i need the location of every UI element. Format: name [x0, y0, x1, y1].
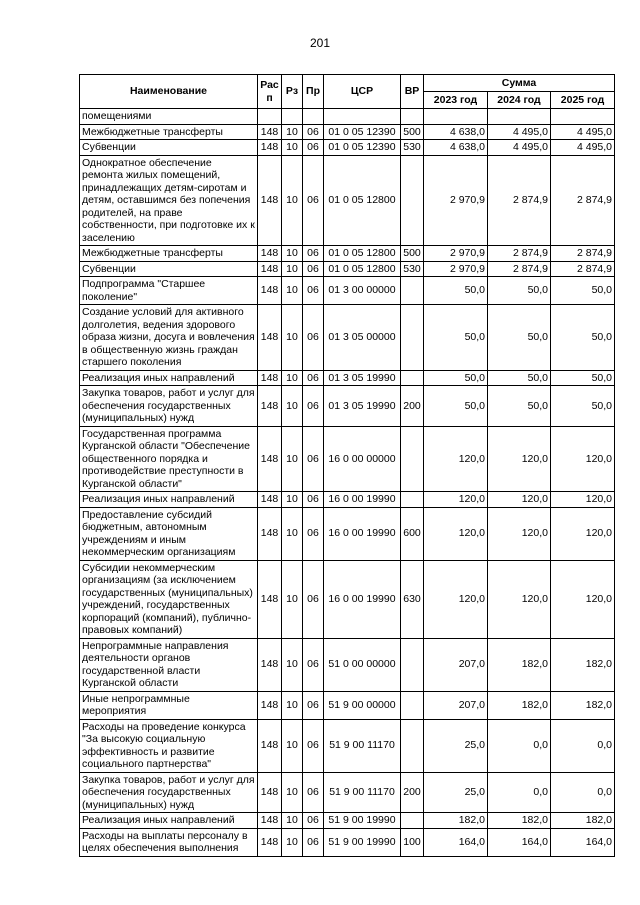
row-amount-2023: 50,0 — [424, 277, 488, 305]
row-name-cell: Подпрограмма "Старшее поколение" — [80, 277, 258, 305]
row-name-cell: Субсидии некоммерческим организациям (за исключением государственных (муниципальных) учреждений, государственных корпораций (компаний), публично-правовых компаний) — [80, 560, 258, 638]
row-rz-cell: 10 — [282, 772, 303, 813]
row-name-cell: Межбюджетные трансферты — [80, 124, 258, 140]
header-ras: Рас п — [258, 75, 282, 109]
row-amount-2025: 120,0 — [551, 426, 615, 492]
row-pr-cell: 06 — [303, 261, 324, 277]
row-csr-cell: 01 3 05 19990 — [324, 386, 401, 427]
row-ras-cell: 148 — [258, 261, 282, 277]
table-row — [80, 305, 615, 371]
row-rz-cell: 10 — [282, 507, 303, 560]
row-csr-cell: 51 9 00 19990 — [324, 828, 401, 856]
row-pr-cell: 06 — [303, 305, 324, 371]
row-rz-cell: 10 — [282, 492, 303, 508]
row-ras-cell: 148 — [258, 370, 282, 386]
row-amount-2023: 2 970,9 — [424, 246, 488, 262]
row-ras-cell: 148 — [258, 386, 282, 427]
row-csr-cell — [324, 109, 401, 125]
row-vr-cell: 630 — [401, 560, 424, 638]
row-vr-cell — [401, 305, 424, 371]
row-amount-2025: 0,0 — [551, 719, 615, 772]
row-pr-cell: 06 — [303, 277, 324, 305]
row-amount-2024: 2 874,9 — [488, 155, 551, 246]
row-amount-2024: 120,0 — [488, 492, 551, 508]
row-amount-2023: 50,0 — [424, 305, 488, 371]
row-rz-cell: 10 — [282, 124, 303, 140]
row-name-cell: Реализация иных направлений — [80, 492, 258, 508]
row-csr-cell: 51 0 00 00000 — [324, 638, 401, 691]
row-amount-2023: 25,0 — [424, 772, 488, 813]
row-name-cell: Закупка товаров, работ и услуг для обеспечения государственных (муниципальных) нужд — [80, 772, 258, 813]
row-name-cell: Закупка товаров, работ и услуг для обеспечения государственных (муниципальных) нужд — [80, 386, 258, 427]
row-rz-cell: 10 — [282, 155, 303, 246]
row-csr-cell: 01 0 05 12390 — [324, 140, 401, 156]
row-rz-cell: 10 — [282, 261, 303, 277]
row-ras-cell: 148 — [258, 155, 282, 246]
row-amount-2025: 182,0 — [551, 813, 615, 829]
row-amount-2024: 4 495,0 — [488, 124, 551, 140]
row-amount-2024 — [488, 109, 551, 125]
row-name-cell: Создание условий для активного долголетия, ведения здорового образа жизни, досуга и вовлечения в общественную жизнь граждан старшего поколения — [80, 305, 258, 371]
row-vr-cell — [401, 109, 424, 125]
page-number: 201 — [309, 36, 331, 50]
header-sum: Сумма — [424, 75, 615, 92]
row-rz-cell: 10 — [282, 386, 303, 427]
row-name-cell: Субвенции — [80, 261, 258, 277]
header-pr: Пр — [303, 75, 324, 109]
row-ras-cell: 148 — [258, 560, 282, 638]
row-amount-2023: 120,0 — [424, 560, 488, 638]
table-row — [80, 426, 615, 492]
row-amount-2023: 2 970,9 — [424, 155, 488, 246]
row-ras-cell: 148 — [258, 813, 282, 829]
row-name-cell: Государственная программа Курганской области "Обеспечение общественного порядка и противодействие преступности в Курганской области" — [80, 426, 258, 492]
header-year-2024: 2024 год — [488, 92, 551, 109]
row-amount-2024: 0,0 — [488, 719, 551, 772]
row-amount-2024: 50,0 — [488, 277, 551, 305]
row-ras-cell: 148 — [258, 426, 282, 492]
row-pr-cell: 06 — [303, 492, 324, 508]
row-ras-cell: 148 — [258, 305, 282, 371]
row-pr-cell: 06 — [303, 426, 324, 492]
row-amount-2024: 182,0 — [488, 691, 551, 719]
row-csr-cell: 01 3 05 00000 — [324, 305, 401, 371]
row-name-cell: Реализация иных направлений — [80, 370, 258, 386]
row-pr-cell: 06 — [303, 719, 324, 772]
row-vr-cell — [401, 638, 424, 691]
row-csr-cell: 51 9 00 19990 — [324, 813, 401, 829]
row-vr-cell: 100 — [401, 828, 424, 856]
row-vr-cell — [401, 277, 424, 305]
row-amount-2024: 50,0 — [488, 305, 551, 371]
row-rz-cell: 10 — [282, 140, 303, 156]
row-vr-cell — [401, 426, 424, 492]
row-rz-cell: 10 — [282, 691, 303, 719]
table-row — [80, 261, 615, 277]
row-csr-cell: 01 3 00 00000 — [324, 277, 401, 305]
row-vr-cell: 530 — [401, 140, 424, 156]
row-amount-2023: 120,0 — [424, 492, 488, 508]
row-ras-cell: 148 — [258, 719, 282, 772]
row-pr-cell — [303, 109, 324, 125]
row-csr-cell: 01 3 05 19990 — [324, 370, 401, 386]
row-amount-2024: 0,0 — [488, 772, 551, 813]
row-csr-cell: 16 0 00 00000 — [324, 426, 401, 492]
row-csr-cell: 01 0 05 12390 — [324, 124, 401, 140]
row-amount-2025: 2 874,9 — [551, 155, 615, 246]
table-row — [80, 691, 615, 719]
row-amount-2025: 50,0 — [551, 277, 615, 305]
row-ras-cell: 148 — [258, 124, 282, 140]
row-vr-cell: 530 — [401, 261, 424, 277]
header-rz: Рз — [282, 75, 303, 109]
row-amount-2025 — [551, 109, 615, 125]
row-csr-cell: 01 0 05 12800 — [324, 261, 401, 277]
row-amount-2025: 2 874,9 — [551, 261, 615, 277]
row-ras-cell: 148 — [258, 246, 282, 262]
table-row — [80, 772, 615, 813]
row-rz-cell: 10 — [282, 277, 303, 305]
row-pr-cell: 06 — [303, 124, 324, 140]
table-row — [80, 719, 615, 772]
row-vr-cell — [401, 492, 424, 508]
row-rz-cell: 10 — [282, 370, 303, 386]
row-csr-cell: 16 0 00 19990 — [324, 507, 401, 560]
row-amount-2023: 4 638,0 — [424, 124, 488, 140]
row-ras-cell: 148 — [258, 277, 282, 305]
row-name-cell: Межбюджетные трансферты — [80, 246, 258, 262]
row-amount-2023: 50,0 — [424, 386, 488, 427]
table-body — [80, 109, 615, 857]
table-header — [80, 75, 615, 109]
row-amount-2023 — [424, 109, 488, 125]
row-rz-cell: 10 — [282, 828, 303, 856]
row-pr-cell: 06 — [303, 386, 324, 427]
row-name-cell: помещениями — [80, 109, 258, 125]
budget-table — [79, 74, 615, 857]
row-ras-cell: 148 — [258, 492, 282, 508]
row-pr-cell: 06 — [303, 813, 324, 829]
row-vr-cell — [401, 813, 424, 829]
table-row — [80, 277, 615, 305]
row-vr-cell — [401, 370, 424, 386]
row-pr-cell: 06 — [303, 507, 324, 560]
row-amount-2025: 0,0 — [551, 772, 615, 813]
row-name-cell: Предоставление субсидий бюджетным, автономным учреждениям и иным некоммерческим организациям — [80, 507, 258, 560]
row-amount-2025: 4 495,0 — [551, 140, 615, 156]
row-csr-cell: 16 0 00 19990 — [324, 560, 401, 638]
header-year-2025: 2025 год — [551, 92, 615, 109]
row-amount-2025: 50,0 — [551, 386, 615, 427]
row-vr-cell: 500 — [401, 124, 424, 140]
row-csr-cell: 51 9 00 11170 — [324, 719, 401, 772]
row-csr-cell: 51 9 00 00000 — [324, 691, 401, 719]
row-amount-2025: 120,0 — [551, 560, 615, 638]
row-amount-2023: 120,0 — [424, 426, 488, 492]
row-amount-2024: 182,0 — [488, 813, 551, 829]
header-name: Наименование — [80, 75, 258, 109]
table-row — [80, 492, 615, 508]
row-vr-cell — [401, 155, 424, 246]
row-amount-2024: 4 495,0 — [488, 140, 551, 156]
row-amount-2024: 182,0 — [488, 638, 551, 691]
row-amount-2023: 207,0 — [424, 691, 488, 719]
row-amount-2024: 120,0 — [488, 507, 551, 560]
table-row — [80, 140, 615, 156]
row-csr-cell: 51 9 00 11170 — [324, 772, 401, 813]
row-ras-cell: 148 — [258, 772, 282, 813]
row-vr-cell: 500 — [401, 246, 424, 262]
row-vr-cell: 200 — [401, 772, 424, 813]
row-pr-cell: 06 — [303, 691, 324, 719]
row-amount-2024: 120,0 — [488, 426, 551, 492]
row-vr-cell — [401, 719, 424, 772]
row-amount-2024: 2 874,9 — [488, 246, 551, 262]
row-ras-cell: 148 — [258, 638, 282, 691]
table-row — [80, 246, 615, 262]
row-amount-2025: 4 495,0 — [551, 124, 615, 140]
row-amount-2024: 120,0 — [488, 560, 551, 638]
row-csr-cell: 01 0 05 12800 — [324, 246, 401, 262]
row-ras-cell: 148 — [258, 828, 282, 856]
row-amount-2023: 207,0 — [424, 638, 488, 691]
row-amount-2023: 164,0 — [424, 828, 488, 856]
row-pr-cell: 06 — [303, 246, 324, 262]
header-year-2023: 2023 год — [424, 92, 488, 109]
row-name-cell: Непрограммные направления деятельности органов государственной власти Курганской области — [80, 638, 258, 691]
row-amount-2023: 2 970,9 — [424, 261, 488, 277]
row-ras-cell: 148 — [258, 140, 282, 156]
row-amount-2024: 164,0 — [488, 828, 551, 856]
table-row — [80, 813, 615, 829]
row-rz-cell: 10 — [282, 719, 303, 772]
row-amount-2025: 120,0 — [551, 507, 615, 560]
table-row — [80, 109, 615, 125]
row-vr-cell: 600 — [401, 507, 424, 560]
table-row — [80, 560, 615, 638]
row-amount-2023: 50,0 — [424, 370, 488, 386]
row-rz-cell: 10 — [282, 246, 303, 262]
row-name-cell: Расходы на проведение конкурса "За высокую социальную эффективность и развитие социального партнерства" — [80, 719, 258, 772]
row-rz-cell: 10 — [282, 638, 303, 691]
row-amount-2023: 182,0 — [424, 813, 488, 829]
row-amount-2025: 164,0 — [551, 828, 615, 856]
table-row — [80, 386, 615, 427]
row-csr-cell: 01 0 05 12800 — [324, 155, 401, 246]
row-ras-cell — [258, 109, 282, 125]
row-amount-2024: 50,0 — [488, 386, 551, 427]
table-row — [80, 507, 615, 560]
row-rz-cell — [282, 109, 303, 125]
row-amount-2024: 50,0 — [488, 370, 551, 386]
row-pr-cell: 06 — [303, 560, 324, 638]
row-pr-cell: 06 — [303, 155, 324, 246]
row-rz-cell: 10 — [282, 305, 303, 371]
row-rz-cell: 10 — [282, 560, 303, 638]
row-amount-2023: 120,0 — [424, 507, 488, 560]
row-pr-cell: 06 — [303, 828, 324, 856]
row-amount-2025: 182,0 — [551, 638, 615, 691]
row-amount-2025: 182,0 — [551, 691, 615, 719]
row-amount-2025: 120,0 — [551, 492, 615, 508]
table-row — [80, 124, 615, 140]
row-name-cell: Расходы на выплаты персоналу в целях обеспечения выполнения — [80, 828, 258, 856]
row-name-cell: Реализация иных направлений — [80, 813, 258, 829]
header-csr: ЦСР — [324, 75, 401, 109]
table-row — [80, 828, 615, 856]
header-vr: ВР — [401, 75, 424, 109]
row-rz-cell: 10 — [282, 813, 303, 829]
row-pr-cell: 06 — [303, 370, 324, 386]
row-amount-2023: 4 638,0 — [424, 140, 488, 156]
row-csr-cell: 16 0 00 19990 — [324, 492, 401, 508]
table-row — [80, 155, 615, 246]
row-pr-cell: 06 — [303, 140, 324, 156]
row-amount-2025: 2 874,9 — [551, 246, 615, 262]
table-row — [80, 638, 615, 691]
row-name-cell: Иные непрограммные мероприятия — [80, 691, 258, 719]
table-row — [80, 370, 615, 386]
row-pr-cell: 06 — [303, 638, 324, 691]
row-name-cell: Субвенции — [80, 140, 258, 156]
row-amount-2024: 2 874,9 — [488, 261, 551, 277]
row-amount-2025: 50,0 — [551, 370, 615, 386]
row-vr-cell — [401, 691, 424, 719]
row-vr-cell: 200 — [401, 386, 424, 427]
row-rz-cell: 10 — [282, 426, 303, 492]
row-ras-cell: 148 — [258, 507, 282, 560]
row-amount-2025: 50,0 — [551, 305, 615, 371]
row-name-cell: Однократное обеспечение ремонта жилых помещений, принадлежащих детям-сиротам и детям, оставшимся без попечения родителей, на праве собственности, при подготовке их к заселению — [80, 155, 258, 246]
row-amount-2023: 25,0 — [424, 719, 488, 772]
row-ras-cell: 148 — [258, 691, 282, 719]
row-pr-cell: 06 — [303, 772, 324, 813]
